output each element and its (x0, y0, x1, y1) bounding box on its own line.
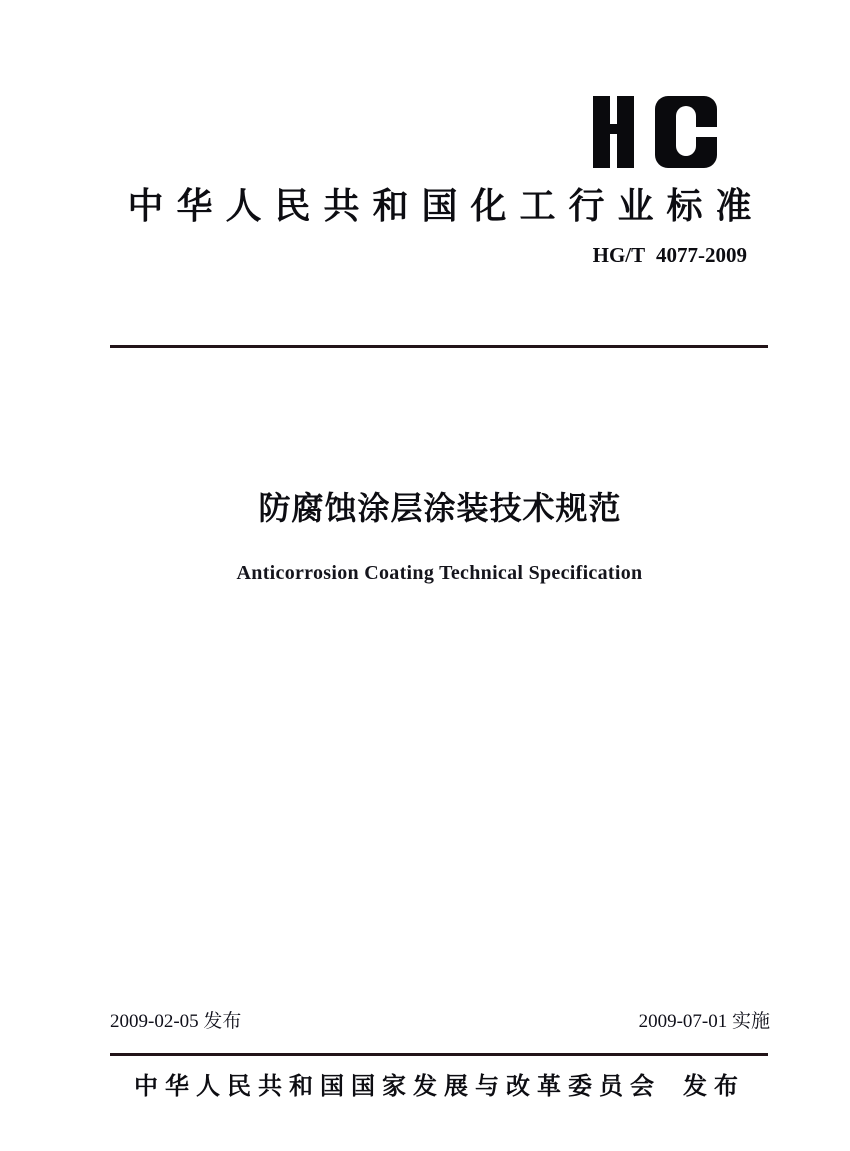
hg-logo-text (593, 168, 594, 169)
implementation-date: 2009-07-01 实施 (638, 1011, 770, 1032)
hg-logo-icon (593, 96, 717, 168)
issuing-body: 中华人民共和国国家发展与改革委员会 (134, 1073, 661, 1100)
issue-date: 2009-02-05 发布 (110, 1011, 242, 1032)
document-title-cn: 防腐蚀涂层涂装技术规范 (258, 490, 622, 526)
top-divider-line (110, 345, 768, 348)
issue-label: 发布 (683, 1073, 745, 1100)
standard-type-heading: 中华人民共和国化工行业标准 (127, 185, 765, 226)
bottom-divider-line (110, 1053, 768, 1056)
publisher-row (110, 1072, 769, 1102)
hg-logo (593, 96, 717, 168)
document-title-en: Anticorrosion Coating Technical Specification (236, 562, 643, 584)
standard-code: HG/T 4077-2009 (592, 243, 747, 267)
